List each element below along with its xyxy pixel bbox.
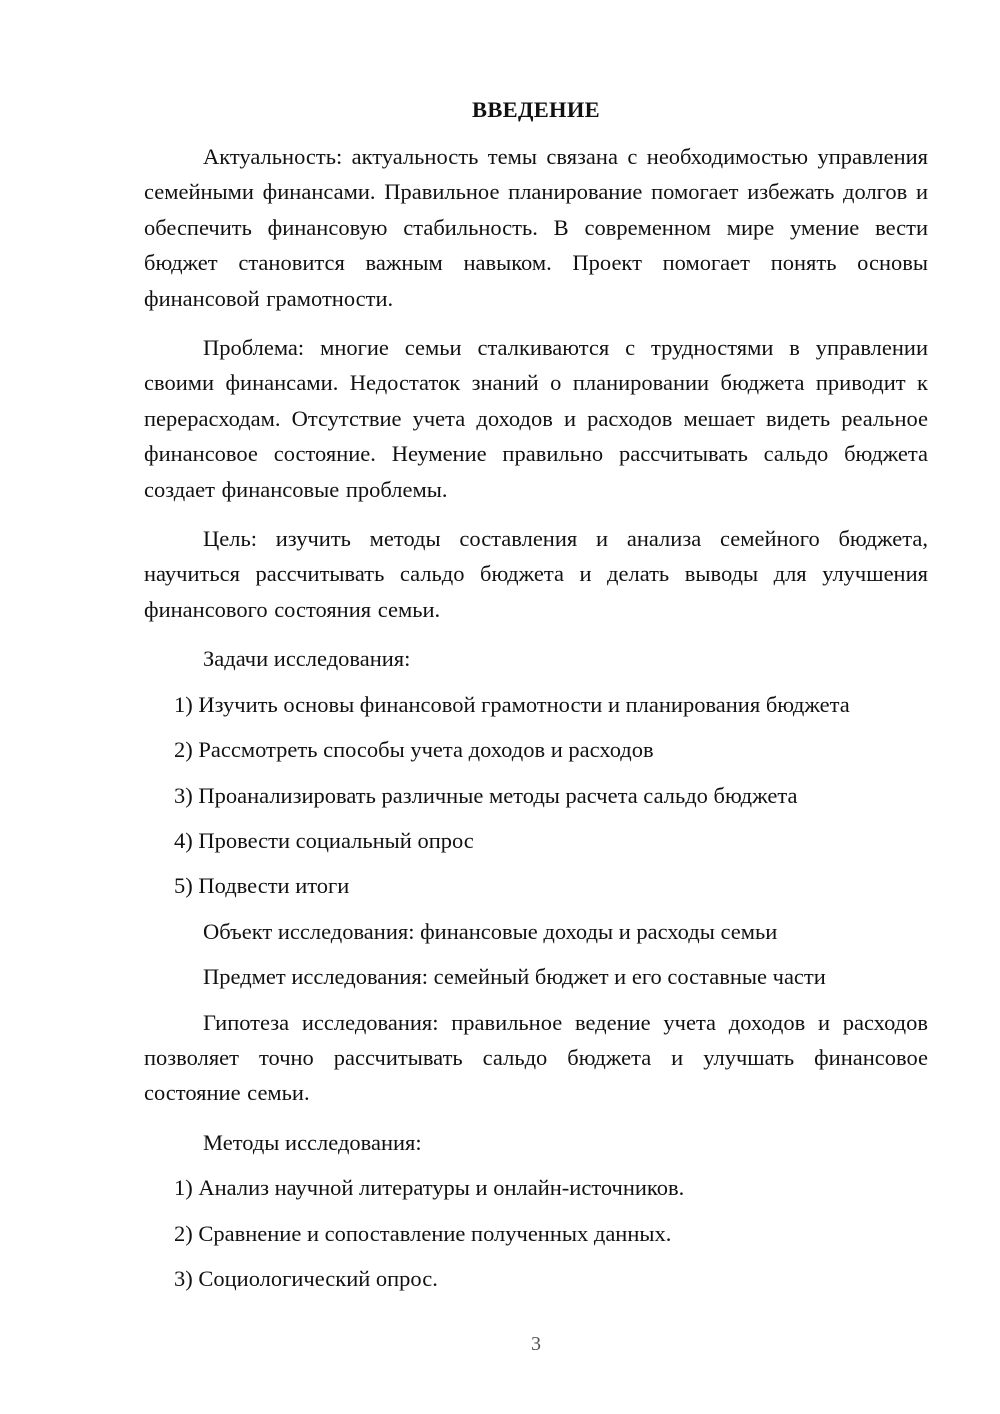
tasks-list: [144, 687, 928, 904]
method-item: 3) Социологический опрос.: [174, 1265, 438, 1291]
task-item: 2) Рассмотреть способы учета доходов и расходов: [174, 737, 654, 763]
method-item: 1) Анализ научной литературы и онлайн-источников.: [174, 1175, 685, 1201]
task-item: 3) Проанализировать различные методы расчета сальдо бюджета: [174, 782, 798, 808]
page-content: [144, 95, 928, 1306]
problem-paragraph: Проблема: многие семьи сталкиваются с трудностями в управлении своими финансами. Недостаток знаний о планировании бюджета приводит к перерасходам. Отсутствие учета доходов и расходов мешает видеть реальное финансовое состояние. Неумение правильно рассчитывать сальдо бюджета создает финансовые проблемы.: [144, 335, 928, 502]
object-paragraph: Объект исследования: финансовые доходы и расходы семьи: [203, 918, 778, 944]
methods-label: Методы исследования:: [203, 1129, 422, 1155]
task-item: 5) Подвести итоги: [174, 873, 350, 899]
hypothesis-paragraph: Гипотеза исследования: правильное ведение учета доходов и расходов позволяет точно рассчитывать сальдо бюджета и улучшать финансовое состояние семьи.: [144, 1009, 928, 1106]
subject-paragraph: Предмет исследования: семейный бюджет и его составные части: [203, 964, 826, 990]
relevance-paragraph: Актуальность: актуальность темы связана с необходимостью управления семейными финансами. Правильное планирование помогает избежать долгов и обеспечить финансовую стабильность. В современном мире умение вести бюджет становится важным навыком. Проект помогает понять основы финансовой грамотности.: [144, 144, 928, 311]
method-item: 2) Сравнение и сопоставление полученных данных.: [174, 1220, 672, 1246]
task-item: 1) Изучить основы финансовой грамотности и планирования бюджета: [174, 691, 850, 717]
tasks-label: Задачи исследования:: [203, 646, 411, 672]
goal-paragraph: Цель: изучить методы составления и анализа семейного бюджета, научиться рассчитывать сальдо бюджета и делать выводы для улучшения финансового состояния семьи.: [144, 526, 928, 622]
methods-list: [144, 1170, 928, 1296]
page-title: ВВЕДЕНИЕ: [472, 97, 600, 122]
task-item: 4) Провести социальный опрос: [174, 827, 474, 853]
page-number: 3: [531, 1333, 541, 1355]
